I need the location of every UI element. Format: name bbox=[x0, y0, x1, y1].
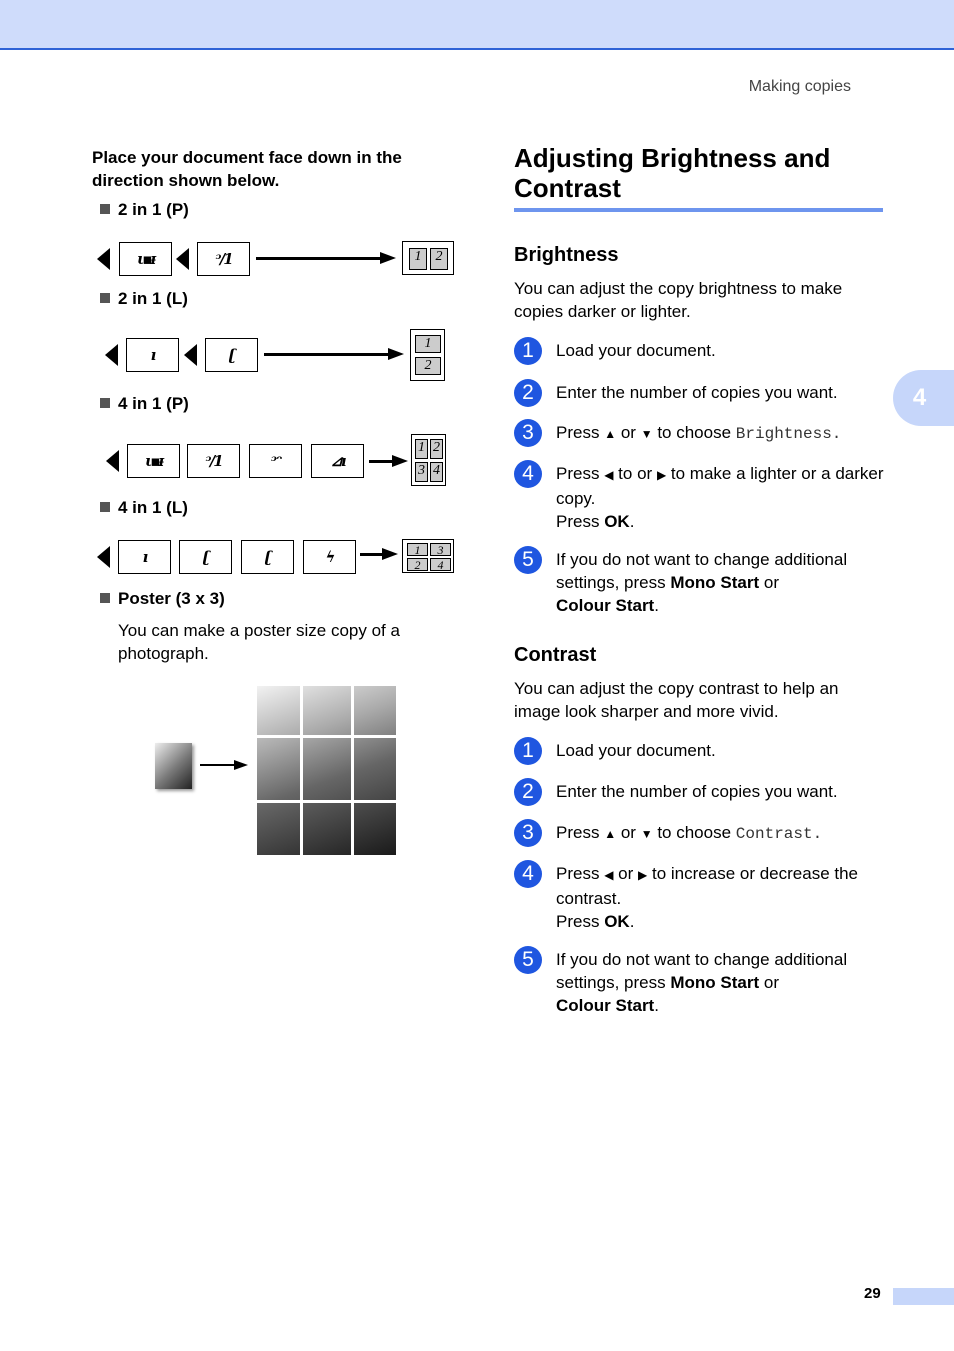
step-number: 5 bbox=[514, 946, 542, 974]
header-band bbox=[0, 0, 954, 50]
poster-description: You can make a poster size copy of a photograph. bbox=[118, 621, 400, 663]
step-number: 3 bbox=[514, 819, 542, 847]
instruction-heading: Place your document face down in the direction shown below. bbox=[92, 148, 402, 190]
up-arrow-icon: ▲ bbox=[604, 427, 617, 441]
layout-label-2in1l: 2 in 1 (L) bbox=[100, 288, 188, 310]
left-arrow-icon: ◀ bbox=[604, 868, 614, 882]
down-arrow-icon: ▼ bbox=[640, 827, 653, 841]
handshake-photo-small bbox=[155, 743, 192, 789]
section-title: Adjusting Brightness and Contrast bbox=[514, 143, 831, 203]
step-number: 3 bbox=[514, 419, 542, 447]
brightness-heading: Brightness bbox=[514, 244, 619, 266]
layout-label-poster: Poster (3 x 3) bbox=[100, 588, 225, 610]
result-page: 1 2 3 4 bbox=[411, 434, 446, 486]
right-arrow-icon: ▶ bbox=[656, 468, 667, 482]
step-number: 1 bbox=[514, 737, 542, 765]
layout-label-4in1p: 4 in 1 (P) bbox=[100, 393, 189, 415]
result-page: 1 3 2 4 bbox=[402, 539, 454, 573]
result-page: 1 2 bbox=[410, 329, 445, 381]
step-number: 4 bbox=[514, 860, 542, 888]
chapter-tab[interactable]: 4 bbox=[893, 370, 954, 426]
title-rule bbox=[514, 208, 883, 212]
layout-label-2in1p: 2 in 1 (P) bbox=[100, 199, 189, 221]
layout-label-4in1l: 4 in 1 (L) bbox=[100, 497, 188, 519]
step-number: 5 bbox=[514, 546, 542, 574]
step-number: 2 bbox=[514, 379, 542, 407]
contrast-heading: Contrast bbox=[514, 644, 597, 666]
up-arrow-icon: ▲ bbox=[604, 827, 617, 841]
original-page-2: ʗ bbox=[205, 338, 258, 372]
page-number-bar bbox=[893, 1288, 954, 1305]
page-number: 29 bbox=[864, 1285, 881, 1302]
original-page-1: ı bbox=[126, 338, 179, 372]
original-page-1: ι▪ᵻ bbox=[119, 242, 172, 276]
contrast-intro: You can adjust the copy contrast to help an image look sharper and more vivid. bbox=[514, 679, 839, 721]
result-page: 1 2 bbox=[402, 241, 454, 275]
original-page-2: ᵓ/1 bbox=[197, 242, 250, 276]
brightness-intro: You can adjust the copy brightness to make copies darker or lighter. bbox=[514, 279, 843, 321]
right-arrow-icon: ▶ bbox=[638, 868, 648, 882]
step-number: 2 bbox=[514, 778, 542, 806]
left-arrow-icon: ◀ bbox=[604, 468, 614, 482]
handshake-poster bbox=[257, 686, 396, 855]
down-arrow-icon: ▼ bbox=[640, 427, 653, 441]
step-number: 4 bbox=[514, 460, 542, 488]
step-number: 1 bbox=[514, 337, 542, 365]
running-title: Making copies bbox=[748, 78, 851, 95]
